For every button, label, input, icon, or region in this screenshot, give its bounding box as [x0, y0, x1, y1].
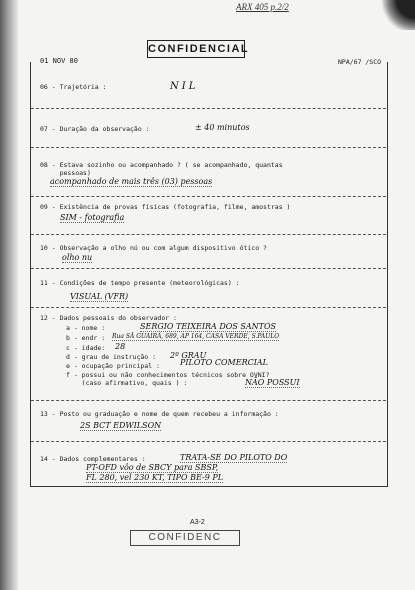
item-07-answer: ± 40 minutos [195, 123, 250, 132]
separator [31, 108, 386, 109]
item-07-label: 07 - Duração da observação : [40, 125, 150, 133]
item-11-answer: VISUAL (VFR) [70, 292, 129, 301]
item-06-answer: NIL [170, 81, 199, 92]
item-14-line-2: PT-OFD vôo de SBCY para SBSP, [86, 463, 219, 472]
separator [31, 307, 386, 308]
observer-age-label: c - idade: [66, 344, 106, 352]
scan-shadow-edge [0, 0, 18, 590]
observer-name-answer: SERGIO TEIXEIRA DOS SANTOS [140, 322, 276, 331]
separator [31, 400, 386, 401]
item-09-answer: SIM - fotografia [60, 213, 125, 222]
item-08-answer: acompanhado de mais três (03) pessoas [50, 177, 213, 186]
item-14-line-1: TRATA-SE DO PILOTO DO [180, 453, 288, 462]
observer-education-label: d - grau de instrução : [66, 353, 157, 361]
observer-name-label: a - nome : [66, 324, 106, 332]
item-14-line-3: FL 280, vel 230 KT, TIPO BE-9 PL [86, 473, 224, 482]
separator [31, 234, 386, 235]
item-13-answer: 2S BCT EDWILSON [80, 421, 162, 430]
scan-corner-mark [381, 0, 415, 30]
item-12-label: 12 - Dados pessoais do observador : [40, 314, 177, 322]
form-number: NPA/67 /SCO [338, 58, 382, 66]
observer-knowledge-answer: NÃO POSSUI [245, 378, 300, 387]
archive-reference: ARX 405 p.2/2 [236, 2, 289, 12]
observer-address-answer: Rua SÃ GUAIRÁ, 689, AP 164, CASA VERDE, S.PAULO [112, 333, 280, 340]
item-08-label: 08 - Estava sozinho ou acompanhado ? ( se acompanhado, quantas pessoas) [40, 161, 283, 177]
item-10-answer: olho nu [62, 253, 93, 262]
document-date: 01 NOV 80 [40, 57, 78, 65]
classification-stamp: CONFIDENCIAL [147, 40, 245, 58]
separator [31, 268, 386, 269]
item-10-label: 10 - Observação a olho nú ou com algum dispositivo ótico ? [40, 244, 267, 252]
item-13-label: 13 - Posto ou graduação e nome de quem recebeu a informação : [40, 410, 279, 418]
observer-address-label: b - endr : [66, 334, 106, 342]
separator [31, 147, 386, 148]
separator [31, 196, 386, 197]
item-14-label: 14 - Dados complementares : [40, 455, 146, 463]
footer-classification-stamp: CONFIDENC [130, 530, 240, 546]
observer-occupation-label: e - ocupação principal : [66, 362, 160, 370]
page-number: A3-2 [190, 519, 205, 526]
item-09-label: 09 - Existência de provas físicas (fotografia, filme, amostras ) [40, 203, 291, 211]
observer-age-answer: 28 [115, 342, 126, 351]
observer-knowledge-label: f - possui ou não conhecimentos técnicos sobre OVNI? (caso afirmativo, quais ) : [66, 371, 270, 387]
item-11-label: 11 - Condições de tempo presente (meteorológicas) : [40, 279, 240, 287]
observer-education-answer: 2º GRAU [170, 351, 207, 360]
separator [31, 441, 386, 442]
observer-occupation-answer: PILOTO COMERCIAL [180, 358, 268, 367]
item-06-label: 06 - Trajetória : [40, 83, 107, 91]
